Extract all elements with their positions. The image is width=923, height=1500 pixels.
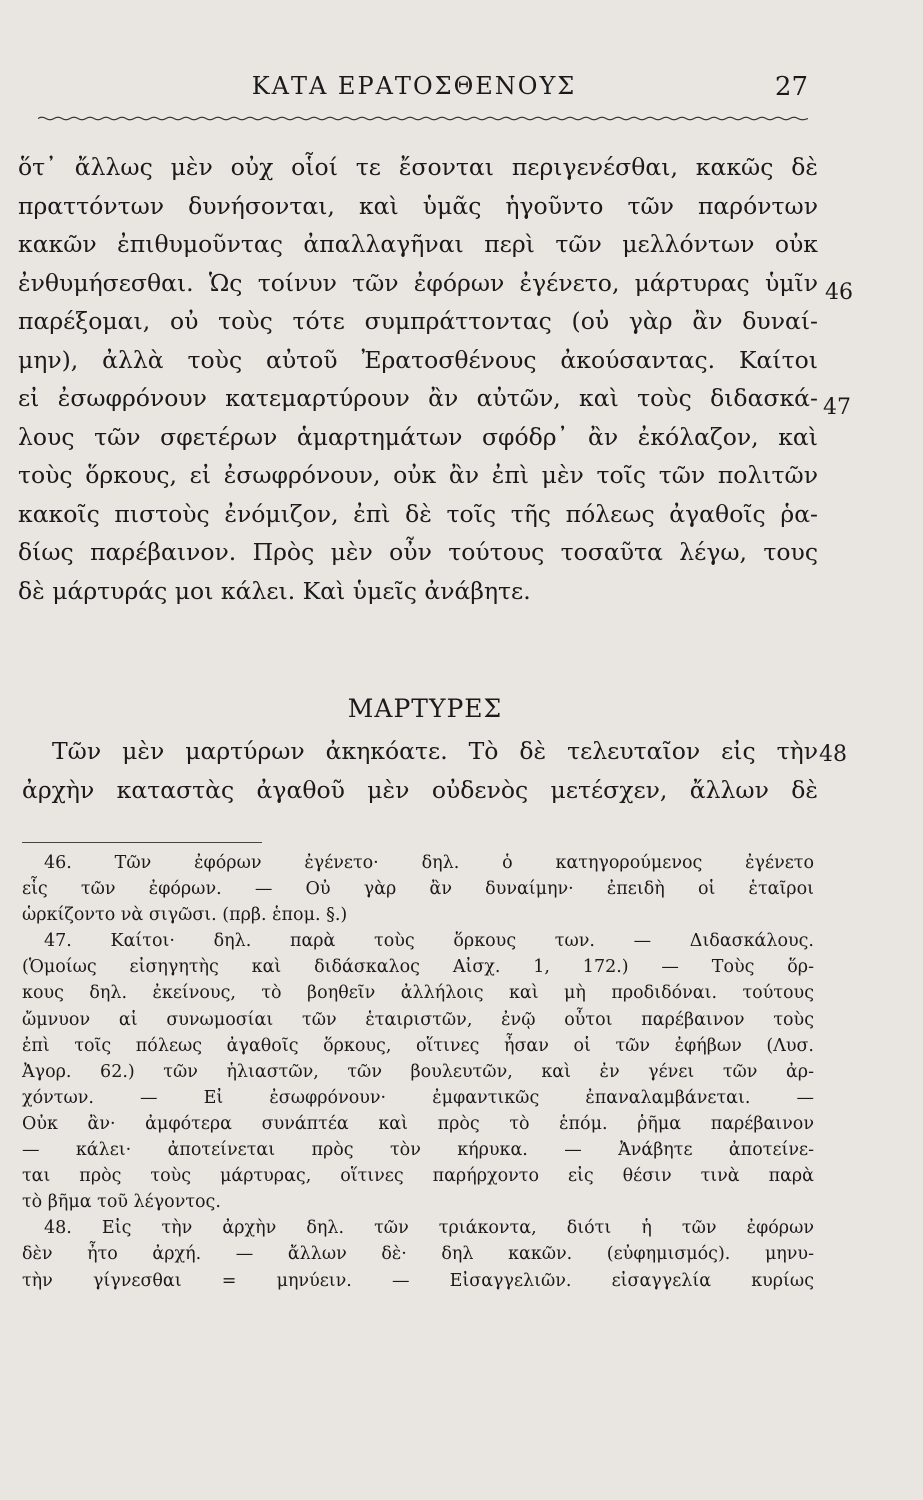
text-line: μην), ἀλλὰ τοὺς αὐτοῦ Ἐρατοσθένους ἀκούσαντας. Καίτοι <box>18 345 818 374</box>
text-line: Τῶν μὲν μαρτύρων ἀκηκόατε. Τὸ δὲ τελευταῖον εἰς τὴν <box>52 737 818 765</box>
text-line: τοὺς ὅρκους, εἰ ἐσωφρόνουν, οὐκ ἂν ἐπὶ μὲν τοῖς τῶν πολιτῶν <box>18 461 818 489</box>
footnote-line: 48. Εἰς τὴν ἀρχὴν δηλ. τῶν τριάκοντα, διότι ἡ τῶν ἐφόρων <box>44 1218 814 1239</box>
text-line: δίως παρέβαινον. Πρὸς μὲν οὖν τούτους τοσαῦτα λέγω, τους <box>18 538 818 566</box>
section-number-46: 46 <box>825 280 853 305</box>
footnote-line: — κάλει· ἀποτείνεται πρὸς τὸν κήρυκα. — Ἀνάβητε ἀποτείνε- <box>22 1140 814 1161</box>
footnote-line: τὴν γίγνεσθαι = μηνύειν. — Εἰσαγγελιῶν. εἰσαγγελία κυρίως <box>22 1270 814 1291</box>
footnotes <box>22 850 814 1294</box>
page-number: 27 <box>774 72 808 102</box>
text-line: κακῶν ἐπιθυμοῦντας ἀπαλλαγῆναι περὶ τῶν μελλόντων οὐκ <box>18 230 818 258</box>
footnote-line: κους δηλ. ἐκείνους, τὸ βοηθεῖν ἀλλήλοις καὶ μὴ προδιδόναι. τούτους <box>22 983 814 1004</box>
footnote-line: ται πρὸς τοὺς μάρτυρας, οἵτινες παρήρχοντο εἰς θέσιν τινὰ παρὰ <box>22 1166 814 1187</box>
text-line: ὅτ᾽ ἄλλως μὲν οὐχ οἷοί τε ἔσονται περιγενέσθαι, κακῶς δὲ <box>18 153 818 181</box>
footnote-line: χόντων. — Εἰ ἐσωφρόνουν· ἐμφαντικῶς ἐπαναλαμβάνεται. — <box>22 1087 814 1108</box>
main-text-continued <box>22 732 818 809</box>
section-title: ΜΑΡΤΥΡΕΣ <box>347 694 503 723</box>
section-number-48: 48 <box>819 742 847 767</box>
main-text <box>18 148 818 610</box>
footnote-line: Οὐκ ἂν· ἀμφότερα συνάπτέα καὶ πρὸς τὸ ἑπόμ. ῥῆμα παρέβαινον <box>22 1113 814 1134</box>
running-head: ΚΑΤΑ ΕΡΑΤΟΣΘΕΝΟΥΣ <box>251 72 577 100</box>
footnote-line: Ἀγορ. 62.) τῶν ἡλιαστῶν, τῶν βουλευτῶν, καὶ ἐν γένει τῶν ἀρ- <box>22 1061 814 1082</box>
text-line: ἐνθυμήσεσθαι. Ὡς τοίνυν τῶν ἐφόρων ἐγένετο, μάρτυρας ὑμῖν <box>18 268 818 297</box>
text-line: δὲ μάρτυράς μοι κάλει. Καὶ ὑμεῖς ἀνάβητε. <box>18 576 531 605</box>
footnote-line: εἷς τῶν ἐφόρων. — Οὐ γὰρ ἂν δυναίμην· ἐπειδὴ οἱ ἑταῖροι <box>22 879 814 900</box>
footnote-line: τὸ βῆμα τοῦ λέγοντος. <box>22 1192 221 1213</box>
footnote-line: ὡρκίζοντο νὰ σιγῶσι. (πρβ. ἑπομ. §.) <box>22 905 348 926</box>
footnote-line: δὲν ἦτο ἀρχή. — ἄλλων δὲ· δηλ κακῶν. (εὐφημισμός). μηνυ- <box>22 1244 814 1265</box>
footnote-line: 47. Καίτοι· δηλ. παρὰ τοὺς ὅρκους των. — Διδασκάλους. <box>44 931 814 952</box>
text-line: ἀρχὴν καταστὰς ἀγαθοῦ μὲν οὐδενὸς μετέσχεν, ἄλλων δὲ <box>22 775 818 804</box>
text-line: πραττόντων δυνήσονται, καὶ ὑμᾶς ἡγοῦντο τῶν παρόντων <box>18 191 818 220</box>
footnote-rule <box>22 842 262 843</box>
page-header <box>20 72 808 112</box>
footnote-line: ὤμνυον αἱ συνωμοσίαι τῶν ἑταιριστῶν, ἐνῷ οὗτοι παρέβαινον τοὺς <box>22 1009 814 1030</box>
text-line: κακοῖς πιστοὺς ἐνόμιζον, ἐπὶ δὲ τοῖς τῆς πόλεως ἀγαθοῖς ῥα- <box>18 499 818 528</box>
footnote-line: (Ὁμοίως εἰσηγητὴς καὶ διδάσκαλος Αἰσχ. 1, 172.) — Τοὺς ὅρ- <box>22 957 814 978</box>
text-line: παρέξομαι, οὐ τοὺς τότε συμπράττοντας (οὐ γὰρ ἂν δυναί- <box>18 307 818 335</box>
footnote-line: 46. Τῶν ἐφόρων ἐγένετο· δηλ. ὁ κατηγορούμενος ἐγένετο <box>44 853 814 873</box>
footnote-line: ἐπὶ τοῖς πόλεως ἀγαθοῖς ὅρκους, οἵτινες ἦσαν οἱ τῶν ἐφήβων (Λυσ. <box>22 1035 814 1056</box>
wavy-header-rule <box>38 116 808 121</box>
text-line: λους τῶν σφετέρων ἁμαρτημάτων σφόδρ᾽ ἂν ἐκόλαζον, καὶ <box>18 422 818 451</box>
section-number-47: 47 <box>823 395 851 420</box>
text-line: εἰ ἐσωφρόνουν κατεμαρτύρουν ἂν αὐτῶν, καὶ τοὺς διδασκά- <box>18 384 818 412</box>
